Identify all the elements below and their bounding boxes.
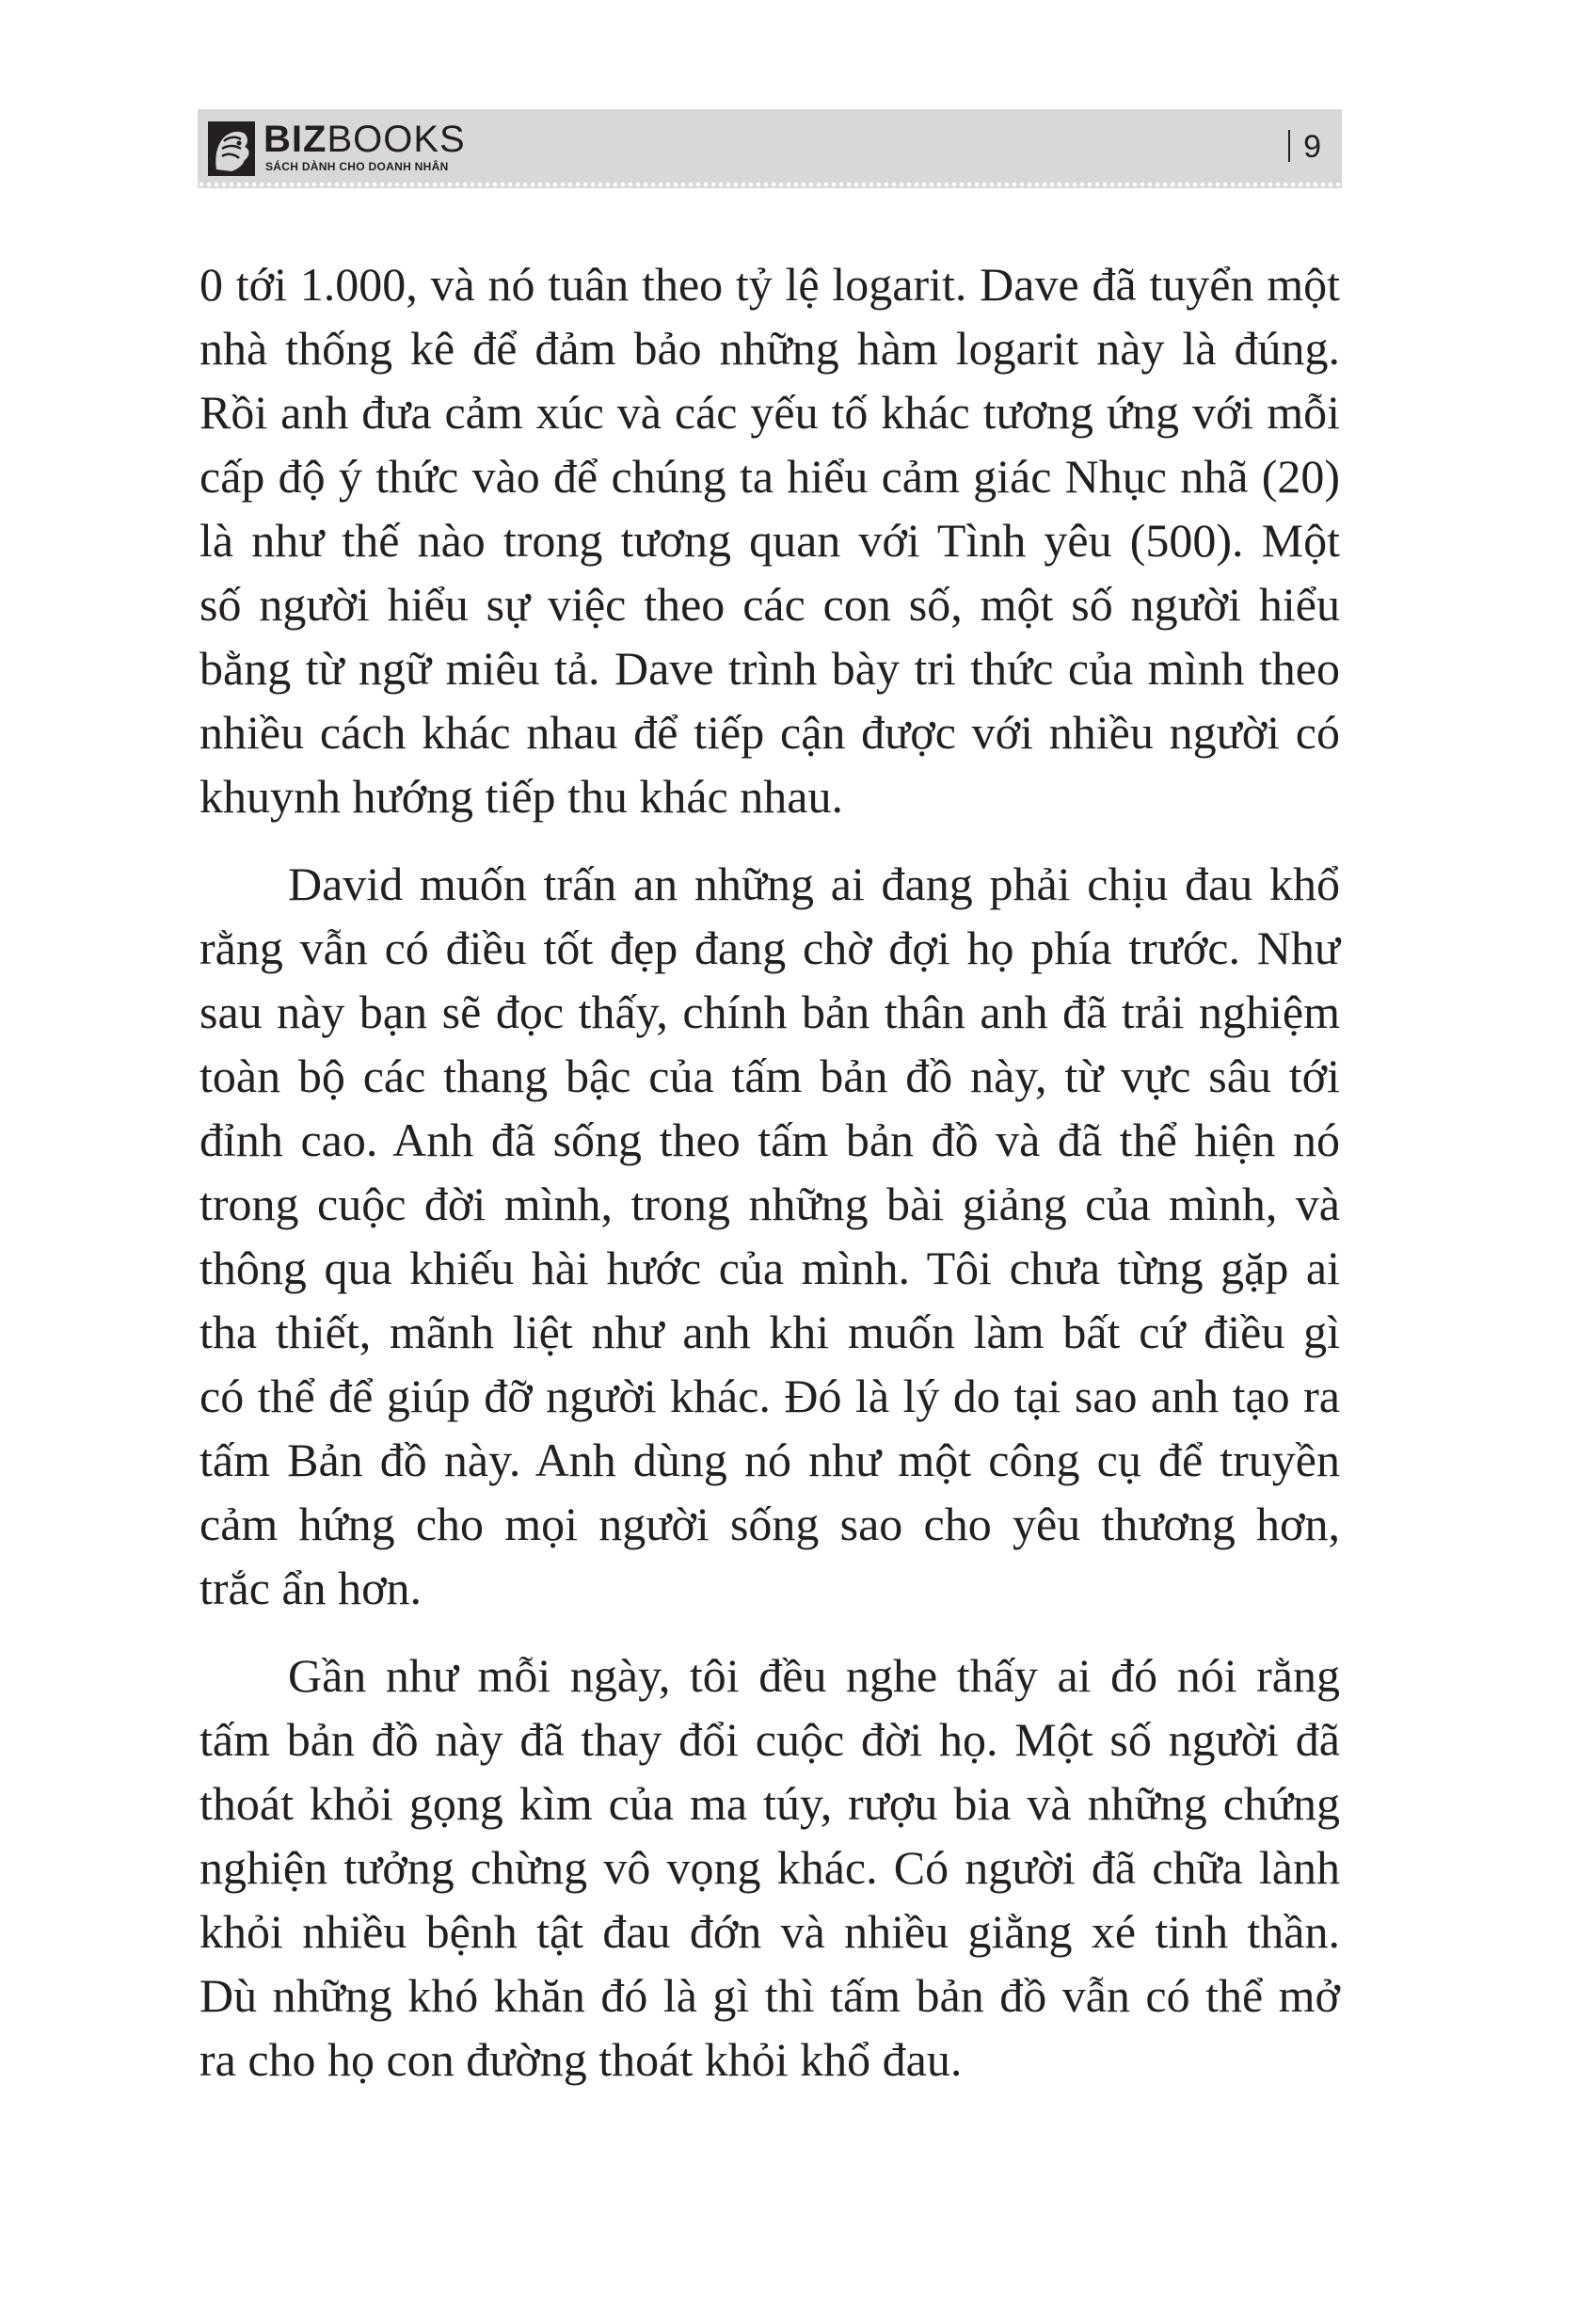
text-line: trắc ẩn hơn. <box>199 1562 423 1614</box>
text-line: thông qua khiếu hài hước của mình. Tôi chưa từng gặp ai <box>199 1242 1340 1294</box>
text-line: khuynh hướng tiếp thu khác nhau. <box>199 770 843 823</box>
text-line: toàn bộ các thang bậc của tấm bản đồ này, từ vực sâu tới <box>199 1050 1340 1102</box>
text-line: cảm hứng cho mọi người sống sao cho yêu thương hơn, <box>199 1498 1340 1550</box>
text-line: sau này bạn sẽ đọc thấy, chính bản thân anh đã trải nghiệm <box>199 986 1340 1038</box>
text-line: tha thiết, mãnh liệt như anh khi muốn làm bất cứ điều gì <box>199 1306 1340 1358</box>
text-line: Dù những khó khăn đó là gì thì tấm bản đồ vẫn có thể mở <box>199 1969 1340 2022</box>
text-line: 0 tới 1.000, và nó tuân theo tỷ lệ logarit. Dave đã tuyển một <box>199 258 1340 311</box>
text-line: nghiện tưởng chừng vô vọng khác. Có người đã chữa lành <box>199 1841 1340 1894</box>
logo-wordmark: BIZBOOKS <box>263 119 466 160</box>
text-line: khỏi nhiều bệnh tật đau đớn và nhiều giằng xé tinh thần. <box>199 1905 1340 1958</box>
text-line: số người hiểu sự việc theo các con số, một số người hiểu <box>199 578 1340 631</box>
text-line: David muốn trấn an những ai đang phải chịu đau khổ <box>288 857 1340 910</box>
text-line: nhiều cách khác nhau để tiếp cận được với nhiều người có <box>199 706 1340 759</box>
text-line: có thể để giúp đỡ người khác. Đó là lý do tại sao anh tạo ra <box>199 1370 1340 1422</box>
text-line: nhà thống kê để đảm bảo những hàm logarit này là đúng. <box>199 322 1340 375</box>
page-number-divider <box>1288 130 1290 162</box>
logo-tagline: SÁCH DÀNH CHO DOANH NHÂN <box>265 160 449 173</box>
text-line: cấp độ ý thức vào để chúng ta hiểu cảm giác Nhục nhã (20) <box>199 450 1340 503</box>
text-line: ra cho họ con đường thoát khỏi khổ đau. <box>199 2033 963 2086</box>
text-line: Gần như mỗi ngày, tôi đều nghe thấy ai đó nói rằng <box>288 1649 1340 1702</box>
paragraph-2 <box>199 852 1340 1620</box>
page-number-value: 9 <box>1303 129 1321 165</box>
text-line: rằng vẫn có điều tốt đẹp đang chờ đợi họ phía trước. Như <box>199 922 1340 974</box>
text-line: tấm bản đồ này đã thay đổi cuộc đời họ. Một số người đã <box>199 1713 1340 1766</box>
text-line: trong cuộc đời mình, trong những bài giảng của mình, và <box>199 1178 1340 1230</box>
text-line: Rồi anh đưa cảm xúc và các yếu tố khác tương ứng với mỗi <box>199 386 1340 439</box>
paragraph-1 <box>199 252 1340 828</box>
body-text <box>199 252 1340 2115</box>
lion-head-icon <box>207 120 256 177</box>
text-line: tấm Bản đồ này. Anh dùng nó như một công cụ để truyền <box>199 1434 1340 1486</box>
page-header <box>198 109 1342 188</box>
text-line: bằng từ ngữ miêu tả. Dave trình bày tri thức của mình theo <box>199 642 1340 695</box>
page-number <box>1288 128 1321 166</box>
text-line: thoát khỏi gọng kìm của ma túy, rượu bia và những chứng <box>199 1777 1340 1830</box>
paragraph-3 <box>199 1643 1340 2092</box>
text-line: đỉnh cao. Anh đã sống theo tấm bản đồ và đã thể hiện nó <box>199 1114 1340 1166</box>
bizbooks-logo <box>207 119 466 179</box>
text-line: là như thế nào trong tương quan với Tình yêu (500). Một <box>199 514 1340 567</box>
